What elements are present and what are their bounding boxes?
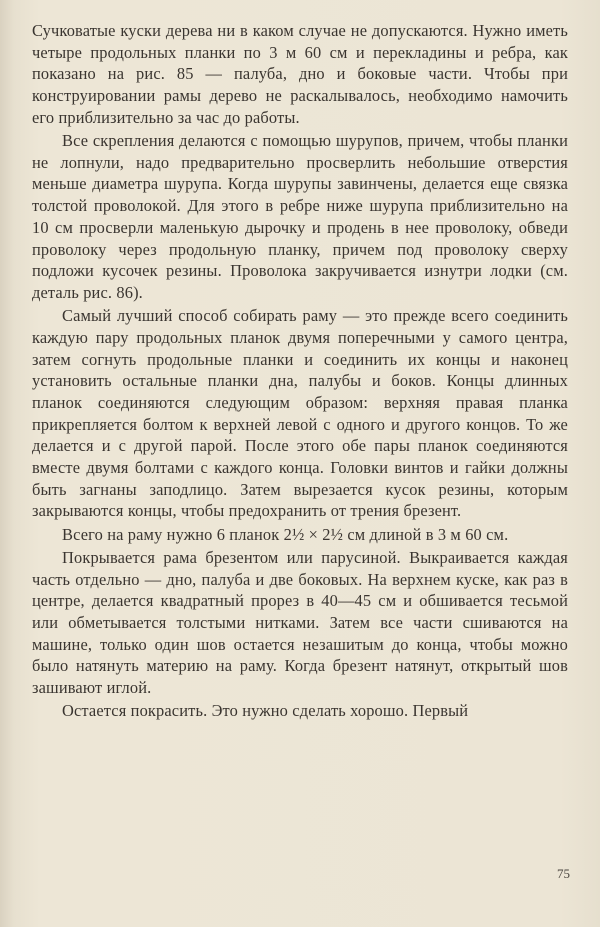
paragraph-6: Остается покрасить. Это нужно сделать хорошо. Первый: [62, 701, 469, 721]
page-number: 75: [557, 866, 570, 881]
paragraph-3: Самый лучший способ собирать раму — это прежде всего соединить каждую пару продольных планок двумя поперечными у самого центра, затем согнуть продольные планки и соединить их концы и наконец установить остальные планки дна, палубы и боков. Концы длинных планок соединяются следующим образом: верхняя правая планка прикрепляется болтом к верхней левой с одного и другого концов. То же делается и с другой парой. После этого обе пары планок соединяются вместе двумя болтами с каждого конца. Головки винтов и гайки должны быть загнаны заподлицо. Затем вырезается кусок резины, которым закрываются концы, чтобы предохранить от трения брезент.: [32, 306, 568, 521]
body-text: [32, 20, 568, 722]
paragraph-4: Всего на раму нужно 6 планок 2½ × 2½ см длиной в 3 м 60 см.: [62, 524, 509, 544]
paragraph-2: Все скрепления делаются с помощью шурупов, причем, чтобы планки не лопнули, надо предварительно просверлить небольшие отверстия меньше диаметра шурупа. Когда шурупы завинчены, делается еще связка толстой проволокой. Для этого в ребре ниже шурупа приблизительно на 10 см просверли маленькую дырочку и продень в нее проволоку, обведи проволоку через продольную планку, причем под проволоку сверху подложи кусочек резины. Проволока закручивается изнутри лодки (см. деталь рис. 86).: [32, 131, 568, 302]
paragraph-1: Сучковатые куски дерева ни в каком случае не допускаются. Нужно иметь четыре продольных планки по 3 м 60 см и перекладины и ребра, как показано на рис. 85 — палуба, дно и боковые части. Чтобы при конструировании рамы дерево не раскалывалось, необходимо намочить его приблизительно за час до работы.: [32, 21, 568, 127]
paragraph-5: Покрывается рама брезентом или парусиной. Выкраивается каждая часть отдельно — дно, палуба и две боковых. На верхнем куске, как раз в центре, делается квадратный прорез в 40—45 см и обшивается тесьмой или обметывается толстыми нитками. Затем все части сшиваются на машине, только один шов остается незашитым до конца, чтобы можно было натянуть материю на раму. Когда брезент натянут, открытый шов зашивают иглой.: [32, 547, 568, 698]
